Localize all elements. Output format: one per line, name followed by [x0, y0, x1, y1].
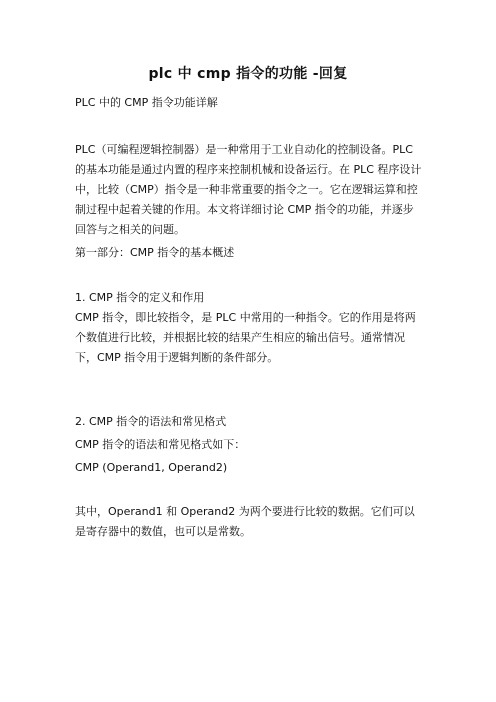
section2-paragraph: 其中，Operand1 和 Operand2 为两个要进行比较的数据。它们可以是寄存器中的数值，也可以是常数。: [75, 505, 415, 538]
part1-heading: 第一部分：CMP 指令的基本概述: [75, 246, 235, 259]
document-subtitle: PLC 中的 CMP 指令功能详解: [75, 96, 218, 109]
document-title: plc 中 cmp 指令的功能 -回复: [148, 66, 348, 82]
section1-paragraph: CMP 指令，即比较指令，是 PLC 中常用的一种指令。它的作用是将两个数值进行比较，并根据比较的结果产生相应的输出信号。通常情况下，CMP 指令用于逻辑判断的条件部分。: [75, 311, 416, 364]
section1-heading: 1. CMP 指令的定义和作用: [75, 291, 205, 304]
section2-heading: 2. CMP 指令的语法和常见格式: [75, 415, 227, 428]
intro-paragraph: PLC（可编程逻辑控制器）是一种常用于工业自动化的控制设备。PLC 的基本功能是通过内置的程序来控制机械和设备运行。在 PLC 程序设计中，比较（CMP）指令是一种非常重要的指令之一。它在逻辑运算和控制过程中起着关键的作用。本文将详细讨论 CMP 指令的功能，并逐步回答与之相关的问题。: [75, 143, 422, 236]
section2-syntax: CMP (Operand1, Operand2): [75, 461, 228, 474]
section2-intro: CMP 指令的语法和常见格式如下：: [75, 438, 246, 451]
